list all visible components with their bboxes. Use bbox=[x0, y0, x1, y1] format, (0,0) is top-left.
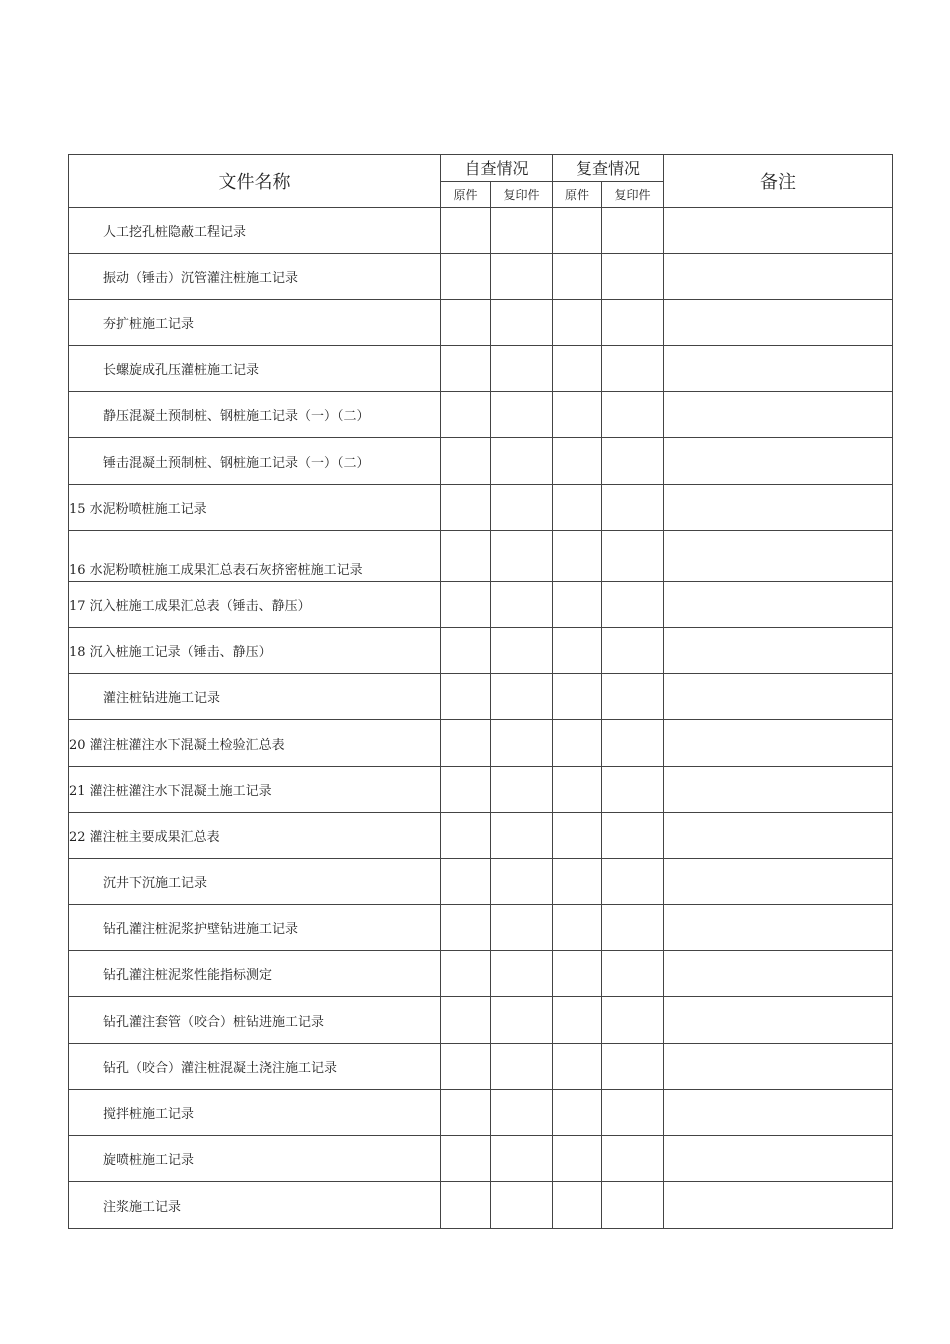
self-copy-cell[interactable] bbox=[491, 674, 553, 720]
self-copy-cell[interactable] bbox=[491, 997, 553, 1044]
remark-cell[interactable] bbox=[664, 859, 893, 905]
re-copy-cell[interactable] bbox=[602, 392, 664, 438]
re-original-cell[interactable] bbox=[553, 997, 602, 1044]
self-copy-cell[interactable] bbox=[491, 485, 553, 531]
file-name-cell: 长螺旋成孔压灌桩施工记录 bbox=[69, 346, 441, 392]
remark-cell[interactable] bbox=[664, 254, 893, 300]
remark-cell[interactable] bbox=[664, 720, 893, 767]
re-original-cell[interactable] bbox=[553, 905, 602, 951]
self-copy-cell[interactable] bbox=[491, 346, 553, 392]
self-original-cell[interactable] bbox=[441, 767, 491, 813]
self-copy-cell[interactable] bbox=[491, 905, 553, 951]
re-copy-cell[interactable] bbox=[602, 1044, 664, 1090]
table-row bbox=[69, 254, 893, 300]
re-original-cell[interactable] bbox=[553, 720, 602, 767]
re-copy-cell[interactable] bbox=[602, 1090, 664, 1136]
re-original-cell[interactable] bbox=[553, 582, 602, 628]
table-row bbox=[69, 531, 893, 582]
file-checklist-table bbox=[68, 154, 893, 1229]
table-row bbox=[69, 346, 893, 392]
self-original-cell[interactable] bbox=[441, 628, 491, 674]
re-original-cell[interactable] bbox=[553, 346, 602, 392]
inspection-form bbox=[68, 154, 892, 1229]
self-original-cell[interactable] bbox=[441, 582, 491, 628]
table-row bbox=[69, 208, 893, 254]
file-name-cell: 灌注桩钻进施工记录 bbox=[69, 674, 441, 720]
file-name-cell: 沉井下沉施工记录 bbox=[69, 859, 441, 905]
self-original-cell[interactable] bbox=[441, 254, 491, 300]
re-copy-cell[interactable] bbox=[602, 438, 664, 485]
re-original-cell[interactable] bbox=[553, 438, 602, 485]
self-original-cell[interactable] bbox=[441, 438, 491, 485]
self-copy-cell[interactable] bbox=[491, 438, 553, 485]
file-name-cell: 人工挖孔桩隐蔽工程记录 bbox=[69, 208, 441, 254]
self-original-cell[interactable] bbox=[441, 1182, 491, 1229]
self-original-cell[interactable] bbox=[441, 997, 491, 1044]
re-original-cell[interactable] bbox=[553, 951, 602, 997]
table-row bbox=[69, 767, 893, 813]
remark-cell[interactable] bbox=[664, 438, 893, 485]
table-row bbox=[69, 1044, 893, 1090]
file-name-cell: 夯扩桩施工记录 bbox=[69, 300, 441, 346]
re-original-cell[interactable] bbox=[553, 674, 602, 720]
re-copy-cell[interactable] bbox=[602, 951, 664, 997]
remark-cell[interactable] bbox=[664, 531, 893, 582]
re-original-cell[interactable] bbox=[553, 1136, 602, 1182]
re-original-cell[interactable] bbox=[553, 859, 602, 905]
re-copy-cell[interactable] bbox=[602, 859, 664, 905]
re-original-cell[interactable] bbox=[553, 531, 602, 582]
remark-cell[interactable] bbox=[664, 674, 893, 720]
re-original-cell[interactable] bbox=[553, 392, 602, 438]
re-copy-cell[interactable] bbox=[602, 997, 664, 1044]
re-copy-cell[interactable] bbox=[602, 300, 664, 346]
file-name-cell: 15 水泥粉喷桩施工记录 bbox=[69, 485, 441, 531]
re-original-cell[interactable] bbox=[553, 628, 602, 674]
remark-cell[interactable] bbox=[664, 1044, 893, 1090]
table-row bbox=[69, 1182, 893, 1229]
self-original-cell[interactable] bbox=[441, 208, 491, 254]
table-row bbox=[69, 951, 893, 997]
re-original-cell[interactable] bbox=[553, 1182, 602, 1229]
table-row bbox=[69, 300, 893, 346]
header-re-copy: 复印件 bbox=[602, 181, 664, 208]
self-original-cell[interactable] bbox=[441, 485, 491, 531]
table-row bbox=[69, 485, 893, 531]
header-re-check: 复查情况 bbox=[553, 155, 664, 182]
re-original-cell[interactable] bbox=[553, 485, 602, 531]
remark-cell[interactable] bbox=[664, 813, 893, 859]
file-name-cell: 22 灌注桩主要成果汇总表 bbox=[69, 813, 441, 859]
remark-cell[interactable] bbox=[664, 951, 893, 997]
header-remark: 备注 bbox=[664, 155, 893, 208]
re-copy-cell[interactable] bbox=[602, 582, 664, 628]
self-copy-cell[interactable] bbox=[491, 951, 553, 997]
remark-cell[interactable] bbox=[664, 997, 893, 1044]
self-original-cell[interactable] bbox=[441, 1090, 491, 1136]
self-original-cell[interactable] bbox=[441, 346, 491, 392]
file-name-cell: 振动（锤击）沉管灌注桩施工记录 bbox=[69, 254, 441, 300]
table-row bbox=[69, 1136, 893, 1182]
re-original-cell[interactable] bbox=[553, 300, 602, 346]
re-copy-cell[interactable] bbox=[602, 531, 664, 582]
self-copy-cell[interactable] bbox=[491, 531, 553, 582]
re-copy-cell[interactable] bbox=[602, 485, 664, 531]
self-original-cell[interactable] bbox=[441, 720, 491, 767]
remark-cell[interactable] bbox=[664, 300, 893, 346]
remark-cell[interactable] bbox=[664, 1090, 893, 1136]
self-copy-cell[interactable] bbox=[491, 392, 553, 438]
self-original-cell[interactable] bbox=[441, 674, 491, 720]
self-copy-cell[interactable] bbox=[491, 767, 553, 813]
re-original-cell[interactable] bbox=[553, 208, 602, 254]
self-copy-cell[interactable] bbox=[491, 208, 553, 254]
re-original-cell[interactable] bbox=[553, 1044, 602, 1090]
re-original-cell[interactable] bbox=[553, 767, 602, 813]
table-row bbox=[69, 628, 893, 674]
table-row bbox=[69, 674, 893, 720]
re-copy-cell[interactable] bbox=[602, 905, 664, 951]
self-copy-cell[interactable] bbox=[491, 254, 553, 300]
file-name-cell: 钻孔（咬合）灌注桩混凝土浇注施工记录 bbox=[69, 1044, 441, 1090]
self-copy-cell[interactable] bbox=[491, 1136, 553, 1182]
re-copy-cell[interactable] bbox=[602, 208, 664, 254]
self-copy-cell[interactable] bbox=[491, 628, 553, 674]
table-body bbox=[69, 208, 893, 1229]
table-row bbox=[69, 997, 893, 1044]
file-name-cell: 18 沉入桩施工记录（锤击、静压） bbox=[69, 628, 441, 674]
self-original-cell[interactable] bbox=[441, 392, 491, 438]
remark-cell[interactable] bbox=[664, 1136, 893, 1182]
re-original-cell[interactable] bbox=[553, 813, 602, 859]
table-row bbox=[69, 813, 893, 859]
self-original-cell[interactable] bbox=[441, 905, 491, 951]
table-row bbox=[69, 582, 893, 628]
self-original-cell[interactable] bbox=[441, 300, 491, 346]
table-row bbox=[69, 905, 893, 951]
file-name-cell: 钻孔灌注套管（咬合）桩钻进施工记录 bbox=[69, 997, 441, 1044]
self-original-cell[interactable] bbox=[441, 531, 491, 582]
file-name-cell: 16 水泥粉喷桩施工成果汇总表石灰挤密桩施工记录 bbox=[69, 531, 441, 582]
re-copy-cell[interactable] bbox=[602, 1136, 664, 1182]
file-name-cell: 注浆施工记录 bbox=[69, 1182, 441, 1229]
self-copy-cell[interactable] bbox=[491, 1090, 553, 1136]
re-copy-cell[interactable] bbox=[602, 1182, 664, 1229]
self-original-cell[interactable] bbox=[441, 1136, 491, 1182]
self-copy-cell[interactable] bbox=[491, 859, 553, 905]
re-copy-cell[interactable] bbox=[602, 628, 664, 674]
file-name-cell: 旋喷桩施工记录 bbox=[69, 1136, 441, 1182]
remark-cell[interactable] bbox=[664, 905, 893, 951]
self-copy-cell[interactable] bbox=[491, 1182, 553, 1229]
remark-cell[interactable] bbox=[664, 208, 893, 254]
header-self-copy: 复印件 bbox=[491, 181, 553, 208]
self-original-cell[interactable] bbox=[441, 951, 491, 997]
re-copy-cell[interactable] bbox=[602, 720, 664, 767]
re-copy-cell[interactable] bbox=[602, 254, 664, 300]
self-copy-cell[interactable] bbox=[491, 300, 553, 346]
table-row bbox=[69, 859, 893, 905]
self-copy-cell[interactable] bbox=[491, 1044, 553, 1090]
remark-cell[interactable] bbox=[664, 1182, 893, 1229]
table-row bbox=[69, 392, 893, 438]
remark-cell[interactable] bbox=[664, 582, 893, 628]
self-copy-cell[interactable] bbox=[491, 582, 553, 628]
header-re-original: 原件 bbox=[553, 181, 602, 208]
header-file-name: 文件名称 bbox=[69, 155, 441, 208]
table-header bbox=[69, 155, 893, 208]
self-original-cell[interactable] bbox=[441, 859, 491, 905]
header-self-original: 原件 bbox=[441, 181, 491, 208]
remark-cell[interactable] bbox=[664, 346, 893, 392]
self-original-cell[interactable] bbox=[441, 813, 491, 859]
file-name-cell: 钻孔灌注桩泥浆护壁钻进施工记录 bbox=[69, 905, 441, 951]
table-row bbox=[69, 720, 893, 767]
re-original-cell[interactable] bbox=[553, 254, 602, 300]
file-name-cell: 钻孔灌注桩泥浆性能指标测定 bbox=[69, 951, 441, 997]
file-name-cell: 锤击混凝土预制桩、钢桩施工记录（一）（二） bbox=[69, 438, 441, 485]
header-self-check: 自查情况 bbox=[441, 155, 553, 182]
remark-cell[interactable] bbox=[664, 485, 893, 531]
re-copy-cell[interactable] bbox=[602, 767, 664, 813]
remark-cell[interactable] bbox=[664, 392, 893, 438]
file-name-cell: 搅拌桩施工记录 bbox=[69, 1090, 441, 1136]
self-copy-cell[interactable] bbox=[491, 720, 553, 767]
table-row bbox=[69, 1090, 893, 1136]
file-name-cell: 20 灌注桩灌注水下混凝土检验汇总表 bbox=[69, 720, 441, 767]
re-copy-cell[interactable] bbox=[602, 346, 664, 392]
file-name-cell: 17 沉入桩施工成果汇总表（锤击、静压） bbox=[69, 582, 441, 628]
file-name-cell: 静压混凝土预制桩、钢桩施工记录（一）（二） bbox=[69, 392, 441, 438]
remark-cell[interactable] bbox=[664, 628, 893, 674]
re-copy-cell[interactable] bbox=[602, 813, 664, 859]
table-row bbox=[69, 438, 893, 485]
self-original-cell[interactable] bbox=[441, 1044, 491, 1090]
self-copy-cell[interactable] bbox=[491, 813, 553, 859]
re-original-cell[interactable] bbox=[553, 1090, 602, 1136]
remark-cell[interactable] bbox=[664, 767, 893, 813]
re-copy-cell[interactable] bbox=[602, 674, 664, 720]
file-name-cell: 21 灌注桩灌注水下混凝土施工记录 bbox=[69, 767, 441, 813]
